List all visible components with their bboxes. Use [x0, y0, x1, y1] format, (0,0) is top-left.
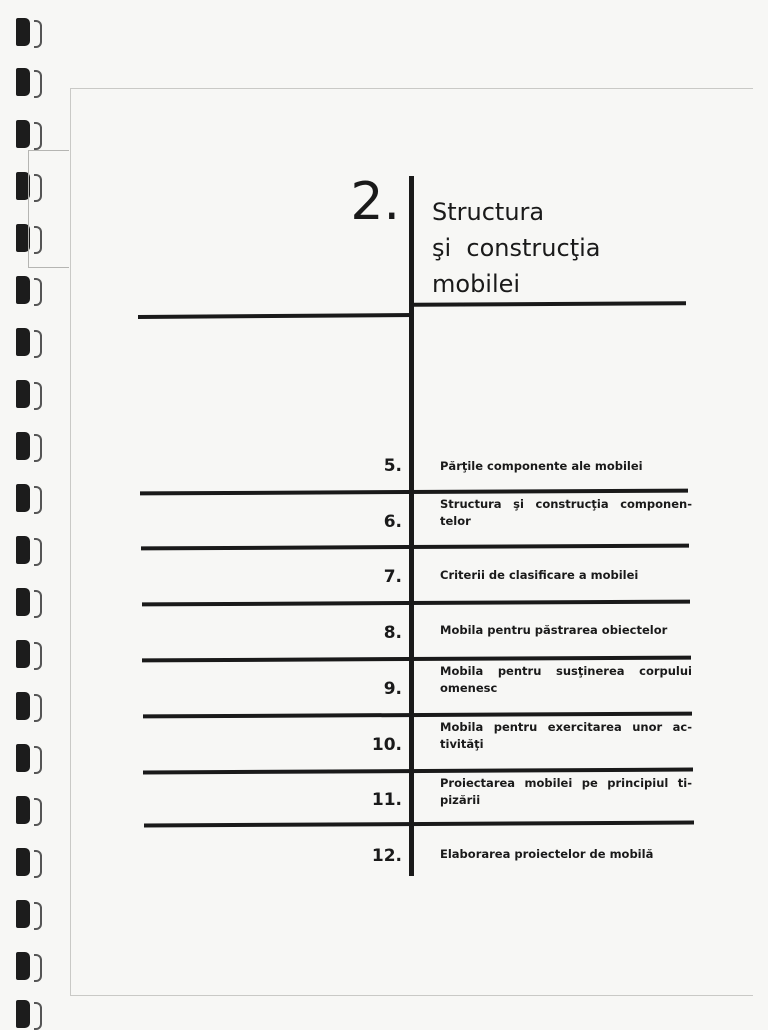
toc-title: Elaborarea proiectelor de mobilă [440, 847, 654, 861]
chapter-title-line: mobilei [432, 270, 521, 298]
spiral-ring [16, 18, 30, 46]
spiral-ring [16, 692, 30, 720]
toc-title: Mobila pentru susţinerea corpului omenesc [440, 664, 692, 695]
spiral-ring [16, 848, 30, 876]
spiral-ring [16, 432, 30, 460]
spiral-ring [16, 640, 30, 668]
spiral-ring [16, 380, 30, 408]
spiral-ring [16, 952, 30, 980]
chapter-title-line: şi construcţia [432, 234, 601, 262]
toc-title: Structura şi construcţia componen-telor [440, 497, 692, 528]
chapter-number: 2. [350, 172, 400, 232]
toc-number: 11. [371, 790, 402, 810]
toc-number: 5. [383, 456, 402, 476]
toc-title: Mobila pentru exercitarea unor ac-tivităţi [440, 720, 692, 751]
spiral-ring [16, 328, 30, 356]
toc-title: Părţile componente ale mobilei [440, 459, 643, 473]
chapter-title [432, 194, 682, 302]
toc-number: 7. [383, 567, 402, 587]
toc-number: 12. [371, 846, 402, 866]
toc-number: 8. [383, 623, 402, 643]
toc-number: 10. [371, 735, 402, 755]
toc-title: Mobila pentru păstrarea obiectelor [440, 623, 668, 637]
spiral-ring [16, 276, 30, 304]
spiral-ring [16, 484, 30, 512]
toc-title: Proiectarea mobilei pe principiul ti-pizării [440, 776, 692, 807]
binding-edge [28, 150, 69, 268]
spiral-ring [16, 796, 30, 824]
toc-number: 9. [383, 679, 402, 699]
toc-number: 6. [383, 512, 402, 532]
spiral-ring [16, 744, 30, 772]
spiral-ring [16, 120, 30, 148]
chapter-title-line: Structura [432, 198, 545, 226]
spiral-ring [16, 536, 30, 564]
spiral-ring [16, 588, 30, 616]
toc-title: Criterii de clasificare a mobilei [440, 568, 639, 582]
spiral-ring [16, 68, 30, 96]
spiral-ring [16, 900, 30, 928]
